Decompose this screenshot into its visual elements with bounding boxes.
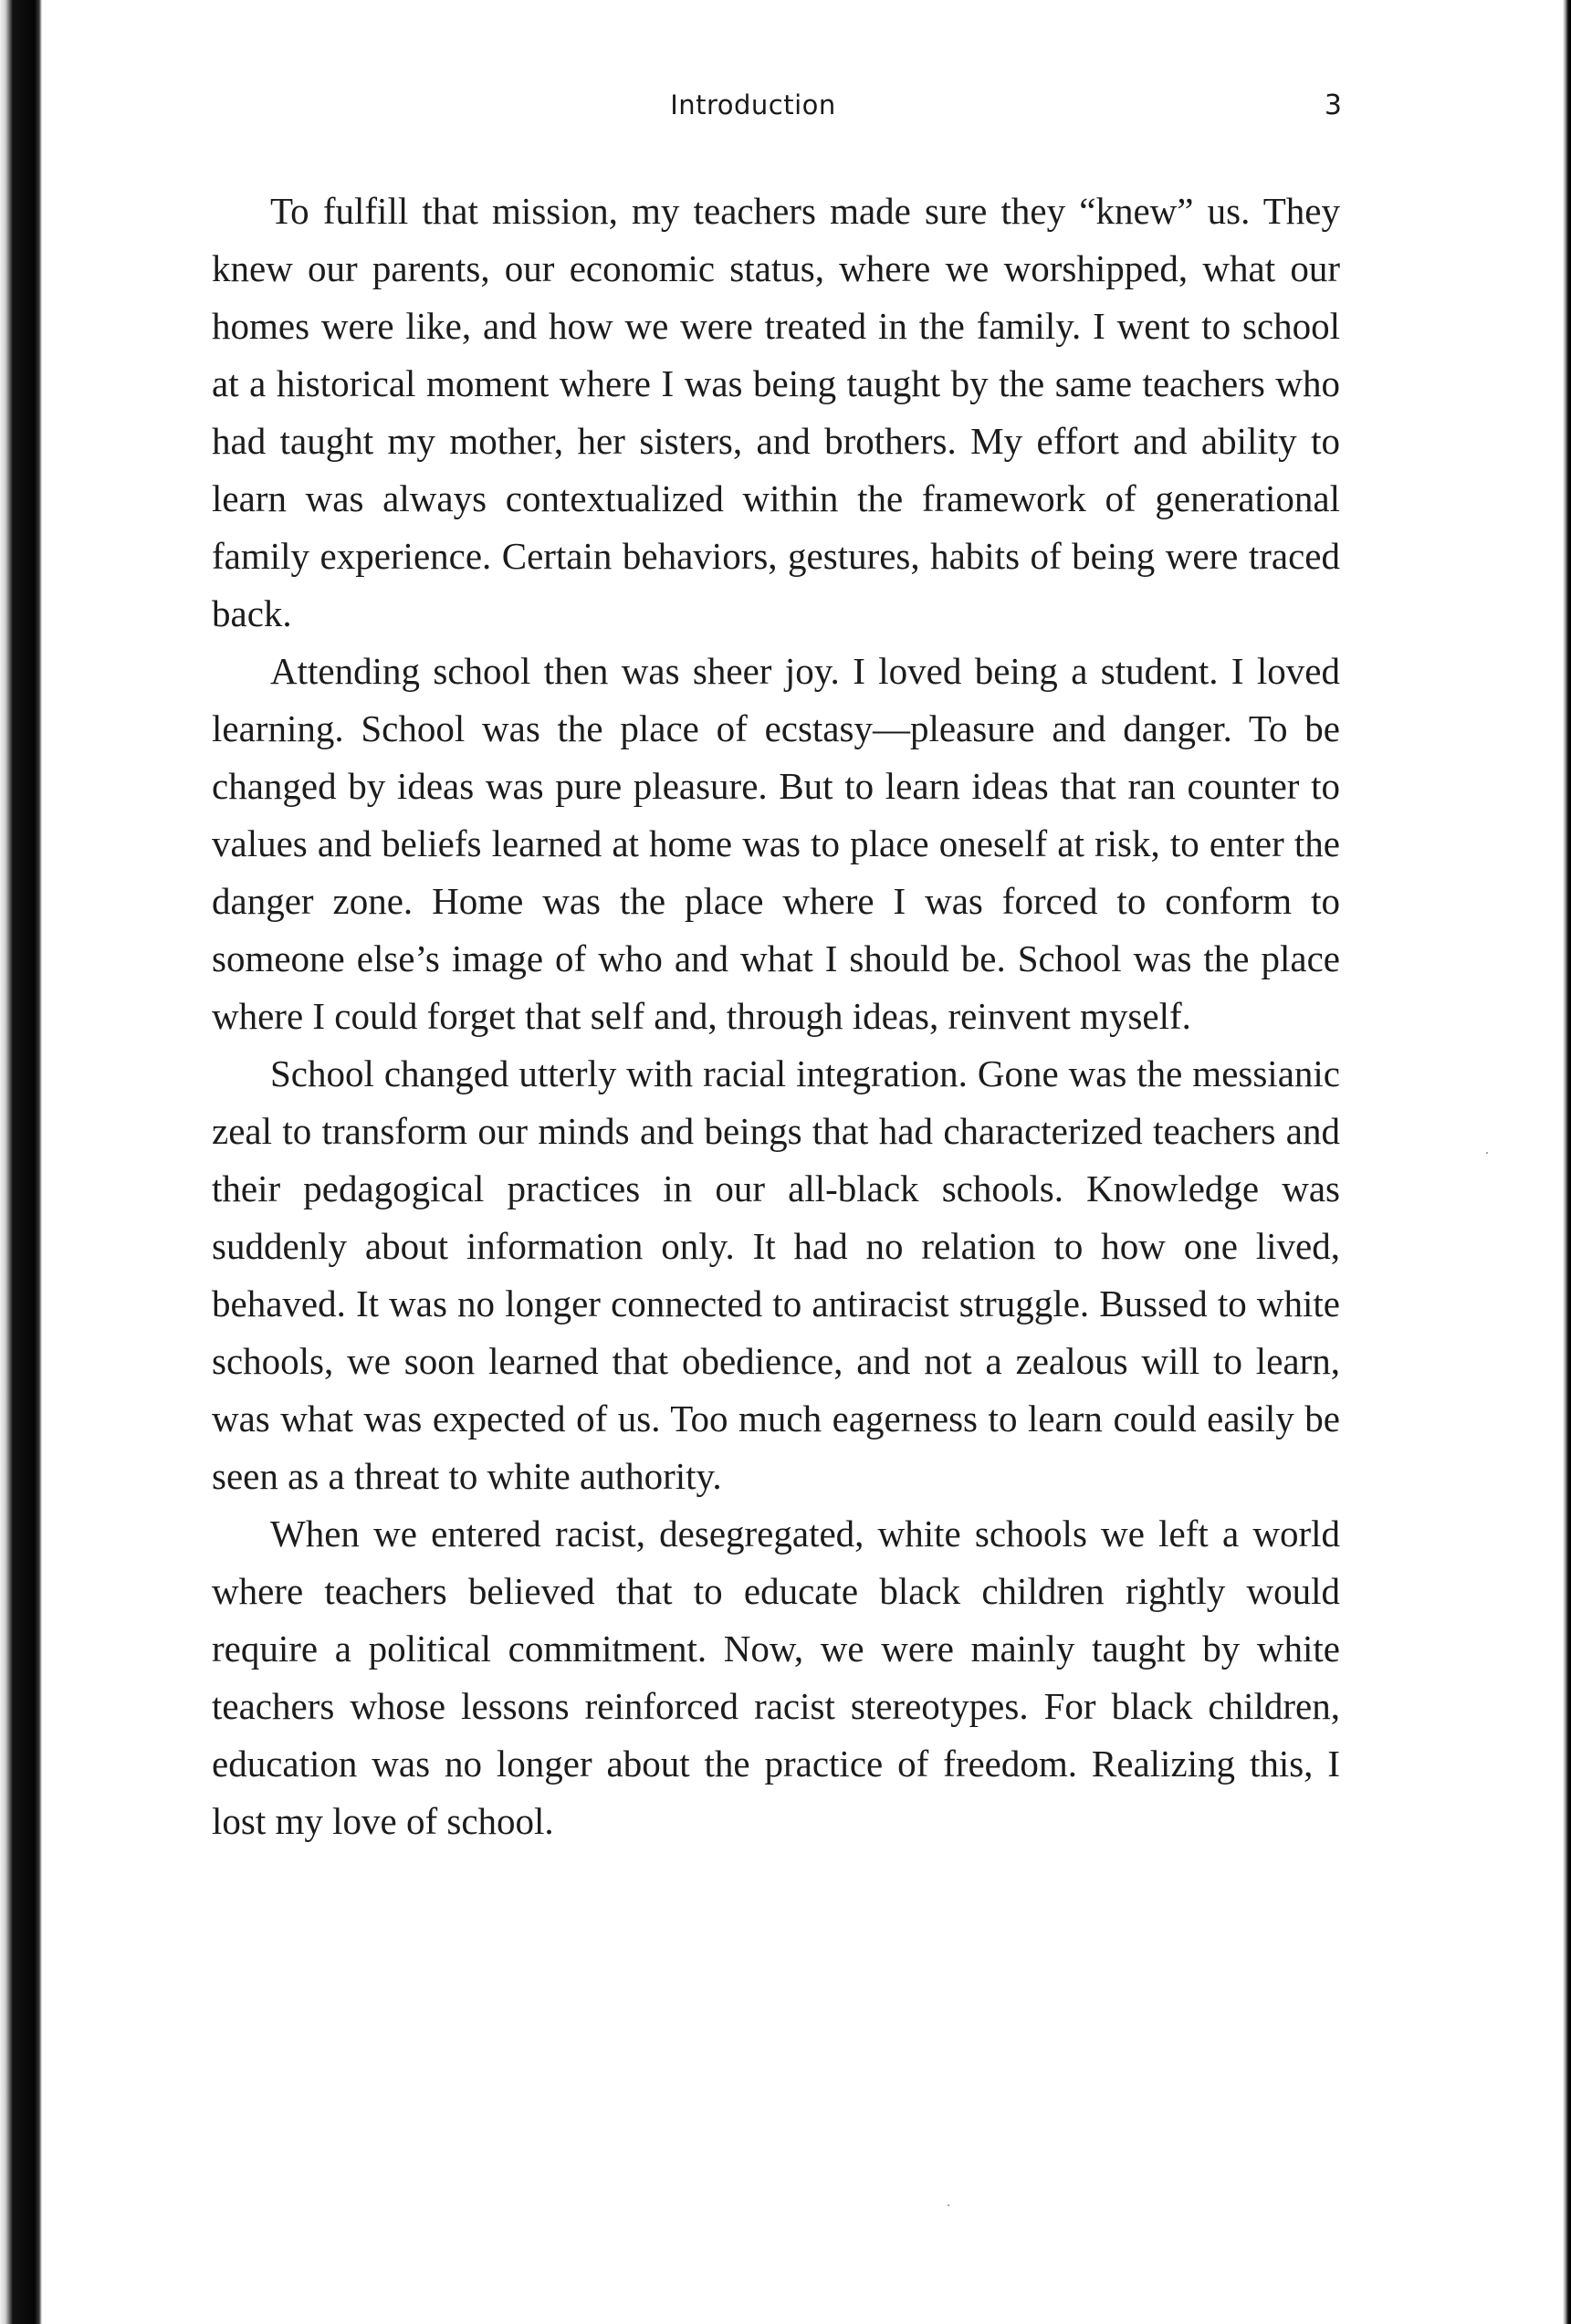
scan-speck [1486,1152,1488,1154]
paragraph-1: To fulfill that mission, my teachers made sure they “knew” us. They knew our parents, our economic status, where we worshipped, what our homes were like, and how we were treated in the family. I went to school at a historical moment where I was being taught by the same teachers who had taught my mother, her sisters, and brothers. My effort and ability to learn was always contextualized within the framework of generational family experience. Certain behaviors, gestures, habits of being were traced back. [212,190,1340,634]
running-head [0,89,1571,126]
paragraph-3: School changed utterly with racial integration. Gone was the messianic zeal to transform our minds and beings that had characterized teachers and their pedagogical practices in our all-black schools. Knowledge was suddenly about information only. It had no relation to how one lived, behaved. It was no longer connected to antiracist struggle. Bussed to white schools, we soon learned that obedience, and not a zealous will to learn, was what was expected of us. Too much eagerness to learn could easily be seen as a threat to white authority. [212,1052,1340,1497]
paragraph-4: When we entered racist, desegregated, white schools we left a world where teachers believed that to educate black children rightly would require a political commitment. Now, we were mainly taught by white teachers whose lessons reinforced racist stereotypes. For black children, education was no longer about the practice of freedom. Realizing this, I lost my love of school. [212,1513,1340,1842]
paragraph-2: Attending school then was sheer joy. I loved being a student. I loved learning. School was the place of ecstasy—pleasure and danger. To be changed by ideas was pure pleasure. But to learn ideas that ran counter to values and beliefs learned at home was to place oneself at risk, to enter the danger zone. Home was the place where I was forced to conform to someone else’s image of who and what I should be. School was the place where I could forget that self and, through ideas, reinvent myself. [212,650,1340,1037]
running-head-title: Introduction [670,89,836,120]
scan-left-edge [0,0,42,2324]
scan-right-edge [1563,0,1571,2324]
scan-speck [948,2204,949,2206]
body-text [212,183,1340,1850]
page-number: 3 [1324,89,1342,121]
